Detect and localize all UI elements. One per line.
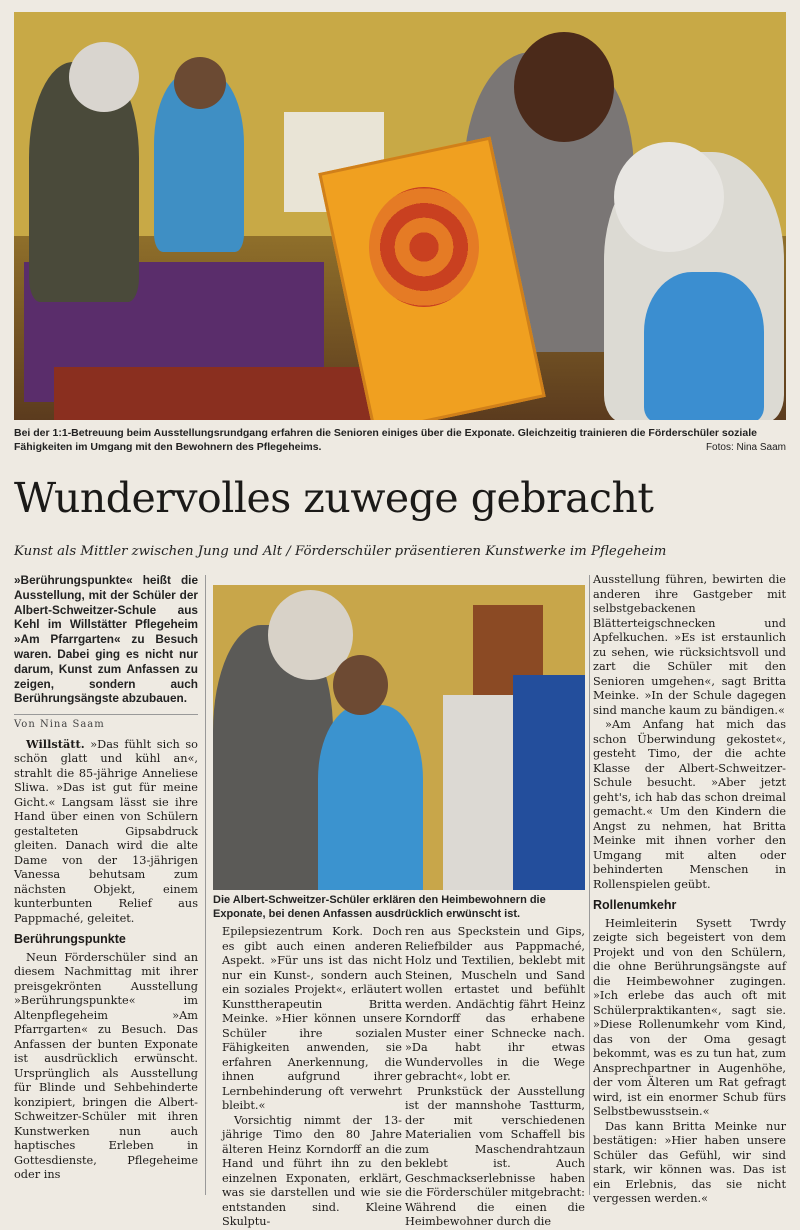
paragraph: Neun Förderschüler sind an diesem Nachmittag mit ihrer preisgekrönten Ausstellung »Berührungspunkte« im Altenpflegeheim »Am Pfarrgarten« zu Besuch. Das Anfassen der bunten Exponate ist ausdrücklich erwünscht. Ursprünglich als Ausstellung für Blinde und Sehbehinderte konzipiert, bringen die Albert-Schweitzer-Schüler mit ihren Kunstwerken nun auch haptisches Erleben in Gottesdienste, Pflegeheime oder ins [14, 950, 198, 1182]
section-heading: Berührungspunkte [14, 932, 126, 947]
column-rule [589, 575, 590, 1195]
column-1 [14, 573, 198, 1183]
headline: Wundervolles zuwege gebracht [14, 474, 654, 522]
subheadline: Kunst als Mittler zwischen Jung und Alt / Förderschüler präsentieren Kunstwerke im Pflegeheim [14, 544, 667, 559]
photo-person [318, 705, 423, 890]
photo-credit: Fotos: Nina Saam [705, 442, 786, 453]
paragraph: Ausstellung führen, bewirten die anderen ihre Gastgeber mit selbstgebackenen Blätterteigschnecken und Apfelkuchen. »Es ist erstaunlich zu sehen, wie rücksichtsvoll und zart die Schüler mit den Senioren umgehen«, sagt Britta Meinke. »In der Schule dagegen sind manche kaum zu bändigen.« [593, 573, 786, 717]
paragraph: ren aus Speckstein und Gips, Reliefbilder aus Pappmaché, Holz und Textilien, beklebt mit Steinen, Muscheln und Sand wollen ertastet und befühlt werden. Andächtig fährt Heinz Korndorff das erhabene Muster einer Schnecke nach. »Da habt ihr etwas Wundervolles in die Wege gebracht«, lobt er. [405, 925, 585, 1083]
paragraph: Prunkstück der Ausstellung ist der mannshohe Tastturm, der mit verschiedenen Materialien vom Schaffell bis zum Maschendrahtzaun beklebt ist. Auch Geschmackserlebnisse haben die Förderschüler mitgebracht: Während die einen die Heimbewohner durch die [405, 1084, 585, 1228]
middle-photo-caption: Die Albert-Schweitzer-Schüler erklären den Heimbewohnern die Exponate, bei denen Anfassen ausdrücklich erwünscht ist. [213, 894, 546, 920]
photo-head [333, 655, 388, 715]
paragraph: Willstätt. »Das fühlt sich so schön glatt und kühl an«, strahlt die 85-jährige Anneliese Sliwa. »Das ist gut für meine Gicht.« Langsam lässt sie ihre Hand über einen von Schülern gestalteten Gipsabdruck gleiten. Danach wird die alte Dame von der 13-jährigen Vanessa behutsam zum nächsten Objekt, einem kunterbunten Relief aus Pappmaché, geleitet. [14, 736, 198, 925]
photo-head [514, 32, 614, 142]
paragraph: »Am Anfang hat mich das schon Überwindung gekostet«, gesteht Timo, der die achte Klasse der Albert-Schweitzer-Schule besucht. »Aber jetzt geht's, ich hab das schon dreimal gemacht.« Um den Kindern die Angst zu nehmen, hat Britta Meinke mit ihnen vorher den Umgang mit alten oder behinderten Menschen in Rollenspielen geübt. [593, 718, 786, 891]
photo-head [174, 57, 226, 109]
dateline: Willstätt. [26, 736, 85, 751]
photo-spiral [369, 187, 479, 307]
column-4 [593, 573, 786, 1207]
photo-artwork-blue [513, 675, 585, 890]
lead-paragraph: »Berührungspunkte« heißt die Ausstellung, mit der Schüler der Albert-Schweitzer-Schule aus Kehl im Willstätter Pflegeheim »Am Pfarrgarten« zu Besuch waren. Dabei ging es nicht nur darum, Kunst zum Anfassen zu zeigen, sondern auch Berührungsängste abzubauen. [14, 573, 198, 706]
paragraph: Vorsichtig nimmt der 13-jährige Timo den 80 Jahre älteren Heinz Korndorff an die Hand und führt ihn zu den einzelnen Exponaten, erklärt, was sie darstellen und wie sie entstanden sind. Kleine Skulptu- [222, 1113, 402, 1228]
top-photo-caption: Bei der 1:1-Betreuung beim Ausstellungsrundgang erfahren die Senioren einiges über die Exponate. Gleichzeitig trainieren die Förderschüler soziale Fähigkeiten im Umgang mit den Bewohnern des Pflegeheims. [14, 427, 757, 453]
byline: Von Nina Saam [14, 714, 198, 733]
paragraph: Das kann Britta Meinke nur bestätigen: »Hier haben unsere Schüler das Gefühl, wir sind stark, wir können was. Das ist ein Erlebnis, das sie nicht vergessen werden.« [593, 1119, 786, 1205]
photo-table-red [54, 367, 394, 420]
paragraph: Heimleiterin Sysett Twrdy zeigte sich begeistert von dem Projekt und von den Schülern, die ohne Berührungsängste auf die Heimbewohner zugingen. »Ich erlebe das auch oft mit Schülerpraktikanten«, sagt sie. »Diese Rollenumkehr vom Kind, das von der Oma gesagt bekommt, was es zu tun hat, zum Ansprechpartner in Augenhöhe, der vom Älteren um Rat gefragt wird, ist ein enormer Schub fürs Selbstbewusstsein.« [593, 916, 786, 1118]
photo-head [69, 42, 139, 112]
section-heading: Rollenumkehr [593, 898, 677, 912]
paragraph: Epilepsiezentrum Kork. Doch es gibt auch einen anderen Aspekt. »Für uns ist das nicht nur ein Kunst-, sondern auch ein soziales Projekt«, erläutert Kunsttherapeutin Britta Meinke. »Hier können unsere Schüler ihre sozialen Fähigkeiten anwenden, sie erfahren Anerkennung, die ihnen aufgrund ihrer Lernbehinderung oft verwehrt bleibt.« [222, 925, 402, 1112]
column-2 [222, 925, 402, 1230]
photo-person [644, 272, 764, 420]
column-rule [205, 575, 206, 1195]
photo-head [614, 142, 724, 252]
top-photo [14, 12, 786, 420]
column-3 [405, 925, 585, 1230]
middle-photo [213, 585, 585, 890]
